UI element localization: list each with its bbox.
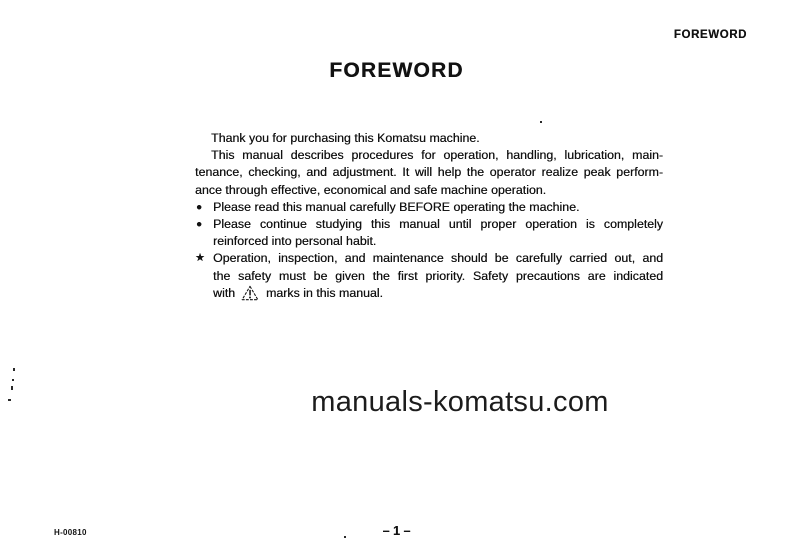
warning-triangle-icon <box>241 285 259 301</box>
text-line: with marks in this manual. <box>213 285 384 300</box>
text-line: tenance, checking, and adjustment. It will help the operator realize peak perform- <box>195 165 663 180</box>
scan-artifact <box>344 536 346 538</box>
scan-artifact <box>11 386 13 390</box>
scan-artifact <box>8 399 11 401</box>
body-text <box>195 130 663 302</box>
bullet-line: ● Please continue studying this manual until proper operation is completely <box>195 216 663 233</box>
text-line: Thank you for purchasing this Komatsu machine. <box>211 131 480 145</box>
doc-code: H-00810 <box>54 528 87 537</box>
scan-artifact <box>540 121 542 123</box>
bullet-line: ● Please read this manual carefully BEFORE operating the machine. <box>195 199 663 216</box>
running-header: FOREWORD <box>673 29 747 41</box>
text-line: This manual describes procedures for operation, handling, lubrication, main- <box>211 148 663 163</box>
text-line: the safety must be given the first priority. Safety precautions are indicated <box>213 268 663 283</box>
star-bullet-icon: ★ <box>195 252 205 265</box>
watermark: manuals-komatsu.com <box>311 386 609 418</box>
dot-bullet-icon: ● <box>196 201 203 213</box>
scan-artifact <box>12 379 14 381</box>
page-number: – 1 – <box>382 524 411 538</box>
dot-bullet-icon: ● <box>196 219 203 231</box>
scan-artifact <box>13 368 15 371</box>
text-line: ance through effective, economical and safe machine operation. <box>195 182 547 197</box>
page-title: FOREWORD <box>329 59 464 82</box>
text-line: reinforced into personal habit. <box>213 234 377 249</box>
bullet-line: ★ Operation, inspection, and maintenance should be carefully carried out, and <box>195 250 663 267</box>
